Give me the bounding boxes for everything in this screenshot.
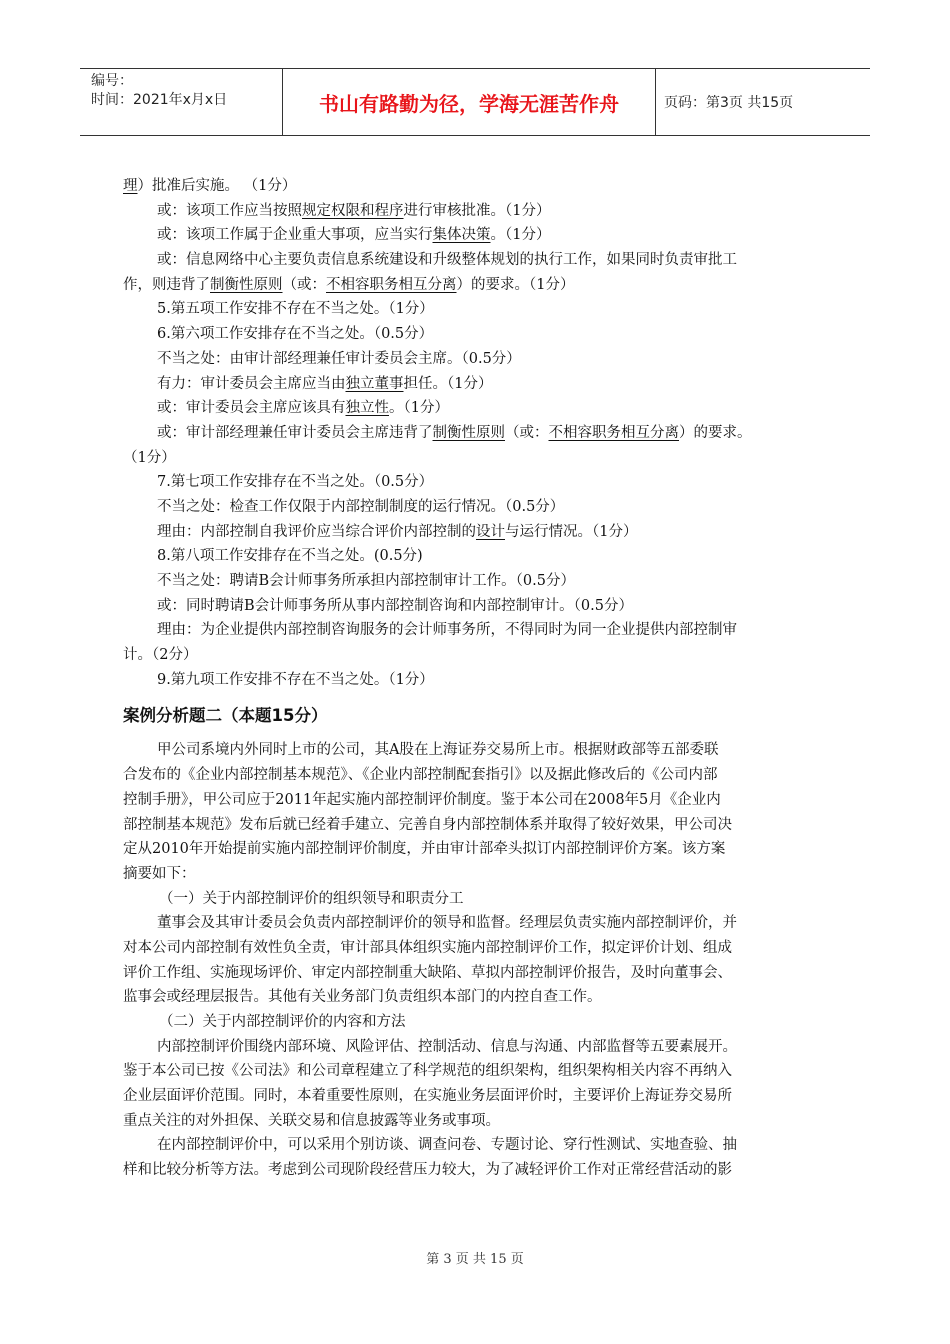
text-line [123, 813, 829, 838]
underlined-text: 制衡性原则 [432, 424, 505, 441]
text-line [123, 1035, 829, 1060]
text-run: 与运行情况。（1分） [505, 523, 638, 540]
header-page-label: 页码：第3页 共15页 [664, 95, 794, 111]
text-run: 摘要如下： [123, 865, 196, 882]
text-run: 不当之处：检查工作仅限于内部控制制度的运行情况。（0.5分） [157, 498, 565, 515]
text-line [123, 174, 829, 199]
document-body [123, 174, 829, 1183]
text-run: 不当之处：由审计部经理兼任审计委员会主席。（0.5分） [157, 350, 521, 367]
text-line [123, 569, 829, 594]
text-line [123, 1158, 829, 1183]
text-run: 8.第八项工作安排存在不当之处。(0.5分) [157, 548, 423, 565]
text-run: 甲公司系境内外同时上市的公司，其A股在上海证券交易所上市。根据财政部等五部委联 [157, 742, 719, 759]
text-run: 定从2010年开始提前实施内部控制评价制度，并由审计部牵头拟订内部控制评价方案。该方案 [123, 841, 726, 858]
underlined-text: 规定权限和程序 [302, 202, 404, 219]
text-run: 评价工作组、实施现场评价、审定内部控制重大缺陷、草拟内部控制评价报告，及时向董事会、 [123, 964, 732, 981]
text-run: 理由：内部控制自我评价应当综合评价内部控制的 [157, 523, 476, 540]
text-line [123, 248, 829, 273]
text-line [123, 223, 829, 248]
text-line [123, 199, 829, 224]
text-line [123, 1059, 829, 1084]
text-line [123, 961, 829, 986]
text-line [123, 911, 829, 936]
text-line [123, 520, 829, 545]
number-label: 编号： [91, 73, 133, 89]
text-line [123, 936, 829, 961]
underlined-text: 制衡性原则 [210, 276, 283, 293]
text-run: 6.第六项工作安排存在不当之处。（0.5分） [157, 326, 434, 343]
text-line [123, 273, 829, 298]
text-line [123, 837, 829, 862]
text-line [123, 668, 829, 693]
text-line [123, 763, 829, 788]
answer-lines [123, 174, 829, 692]
text-run: 进行审核批准。（1分） [403, 202, 551, 219]
text-run: 或：该项工作属于企业重大事项，应当实行 [157, 227, 433, 244]
header-meta [80, 69, 283, 135]
text-run: 。（1分） [490, 227, 551, 244]
text-run: 董事会及其审计委员会负责内部控制评价的领导和监督。经理层负责实施内部控制评价，并 [157, 915, 737, 932]
header-motto: 书山有路勤为径，学海无涯苦作舟 [283, 69, 656, 135]
text-run: 理由：为企业提供内部控制咨询服务的会计师事务所，不得同时为同一企业提供内部控制审 [157, 622, 737, 639]
text-run: （1分） [123, 449, 176, 466]
text-line [123, 322, 829, 347]
text-run: 控制手册》，甲公司应于2011年起实施内部控制评价制度。鉴于本公司在2008年5月《企业内 [123, 791, 721, 808]
text-run: 计。（2分） [123, 647, 198, 664]
text-run: 或：同时聘请B会计师事务所从事内部控制咨询和内部控制审计。（0.5分） [157, 597, 633, 614]
underlined-text: 集体决策 [432, 227, 491, 244]
underlined-text: 理 [123, 178, 138, 194]
text-line [123, 372, 829, 397]
text-line [123, 1010, 829, 1035]
text-run: 9.第九项工作安排不存在不当之处。（1分） [157, 671, 434, 688]
text-line [123, 421, 829, 446]
text-run: （二）关于内部控制评价的内容和方法 [159, 1014, 406, 1030]
text-run: 内部控制评价围绕内部环境、风险评估、控制活动、信息与沟通、内部监督等五要素展开。 [157, 1038, 737, 1055]
text-line [123, 297, 829, 322]
text-run: （或： [282, 276, 326, 293]
text-run: （一）关于内部控制评价的组织领导和职责分工 [159, 890, 464, 907]
text-line [123, 738, 829, 763]
underlined-text: 设计 [476, 523, 505, 540]
text-line [123, 544, 829, 569]
page-footer: 第 3 页 共 15 页 [426, 1252, 524, 1267]
text-run: 5.第五项工作安排不存在不当之处。（1分） [157, 301, 434, 318]
text-run: 或：审计委员会主席应该具有 [157, 400, 346, 417]
text-line [123, 495, 829, 520]
text-run: 或：信息网络中心主要负责信息系统建设和升级整体规划的执行工作，如果同时负责审批工 [157, 252, 737, 269]
text-run: 监事会或经理层报告。其他有关业务部门负责组织本部门的内控自查工作。 [123, 989, 602, 1006]
text-line [123, 470, 829, 495]
text-run: 企业层面评价范围。同时，本着重要性原则，在实施业务层面评价时，主要评价上海证券交易所 [123, 1088, 732, 1105]
text-line [123, 788, 829, 813]
text-run: （或： [505, 424, 549, 441]
text-run: 有力：审计委员会主席应当由 [157, 375, 346, 392]
text-run: 不当之处：聘请B会计师事务所承担内部控制审计工作。（0.5分） [157, 573, 575, 589]
text-run: 部控制基本规范》发布后就已经着手建立、完善自身内部控制体系并取得了较好效果，甲公司决 [123, 816, 732, 833]
text-run: 样和比较分析等方法。考虑到公司现阶段经营压力较大，为了减轻评价工作对正常经营活动的影 [123, 1162, 732, 1179]
text-run: 鉴于本公司已按《公司法》和公司章程建立了科学规范的组织架构，组织架构相关内容不再纳入 [123, 1063, 732, 1080]
text-run: 对本公司内部控制有效性负全责，审计部具体组织实施内部控制评价工作，拟定评价计划、组成 [123, 939, 732, 956]
underlined-text: 不相容职务相互分离 [326, 276, 457, 293]
text-run: 7.第七项工作安排存在不当之处。（0.5分） [157, 474, 434, 491]
text-run: 重点关注的对外担保、关联交易和信息披露等业务或事项。 [123, 1112, 500, 1129]
text-line [123, 446, 829, 471]
text-line [123, 347, 829, 372]
text-run: 或：该项工作应当按照 [157, 202, 302, 219]
case-title: 案例分析题二（本题15分） [123, 706, 328, 726]
text-line [123, 887, 829, 912]
text-run: ）批准后实施。 （1分） [137, 178, 297, 194]
text-run: 担任。（1分） [403, 375, 493, 392]
underlined-text: 独立董事 [345, 375, 404, 392]
text-line [123, 643, 829, 668]
time-label: 时间：2021年x月x日 [91, 92, 228, 108]
case-paragraphs [123, 738, 829, 1182]
text-line [123, 396, 829, 421]
text-run: 。（1分） [389, 400, 449, 417]
text-line [123, 985, 829, 1010]
underlined-text: 不相容职务相互分离 [548, 424, 679, 441]
text-run: 或：审计部经理兼任审计委员会主席违背了 [157, 424, 433, 441]
page-header [80, 68, 870, 136]
text-run: 合发布的《企业内部控制基本规范》、《企业内部控制配套指引》以及据此修改后的《公司内部 [123, 767, 718, 784]
text-line [123, 1133, 829, 1158]
text-line [123, 1109, 829, 1134]
text-line [123, 1084, 829, 1109]
text-run: ）的要求。（1分） [456, 276, 575, 293]
text-line [123, 862, 829, 887]
text-line [123, 594, 829, 619]
underlined-text: 独立性 [345, 400, 389, 417]
text-line [123, 618, 829, 643]
text-run: ）的要求。 [679, 424, 752, 441]
text-run: 在内部控制评价中，可以采用个别访谈、调查问卷、专题讨论、穿行性测试、实地查验、抽 [157, 1137, 737, 1154]
text-run: 作，则违背了 [123, 276, 210, 293]
